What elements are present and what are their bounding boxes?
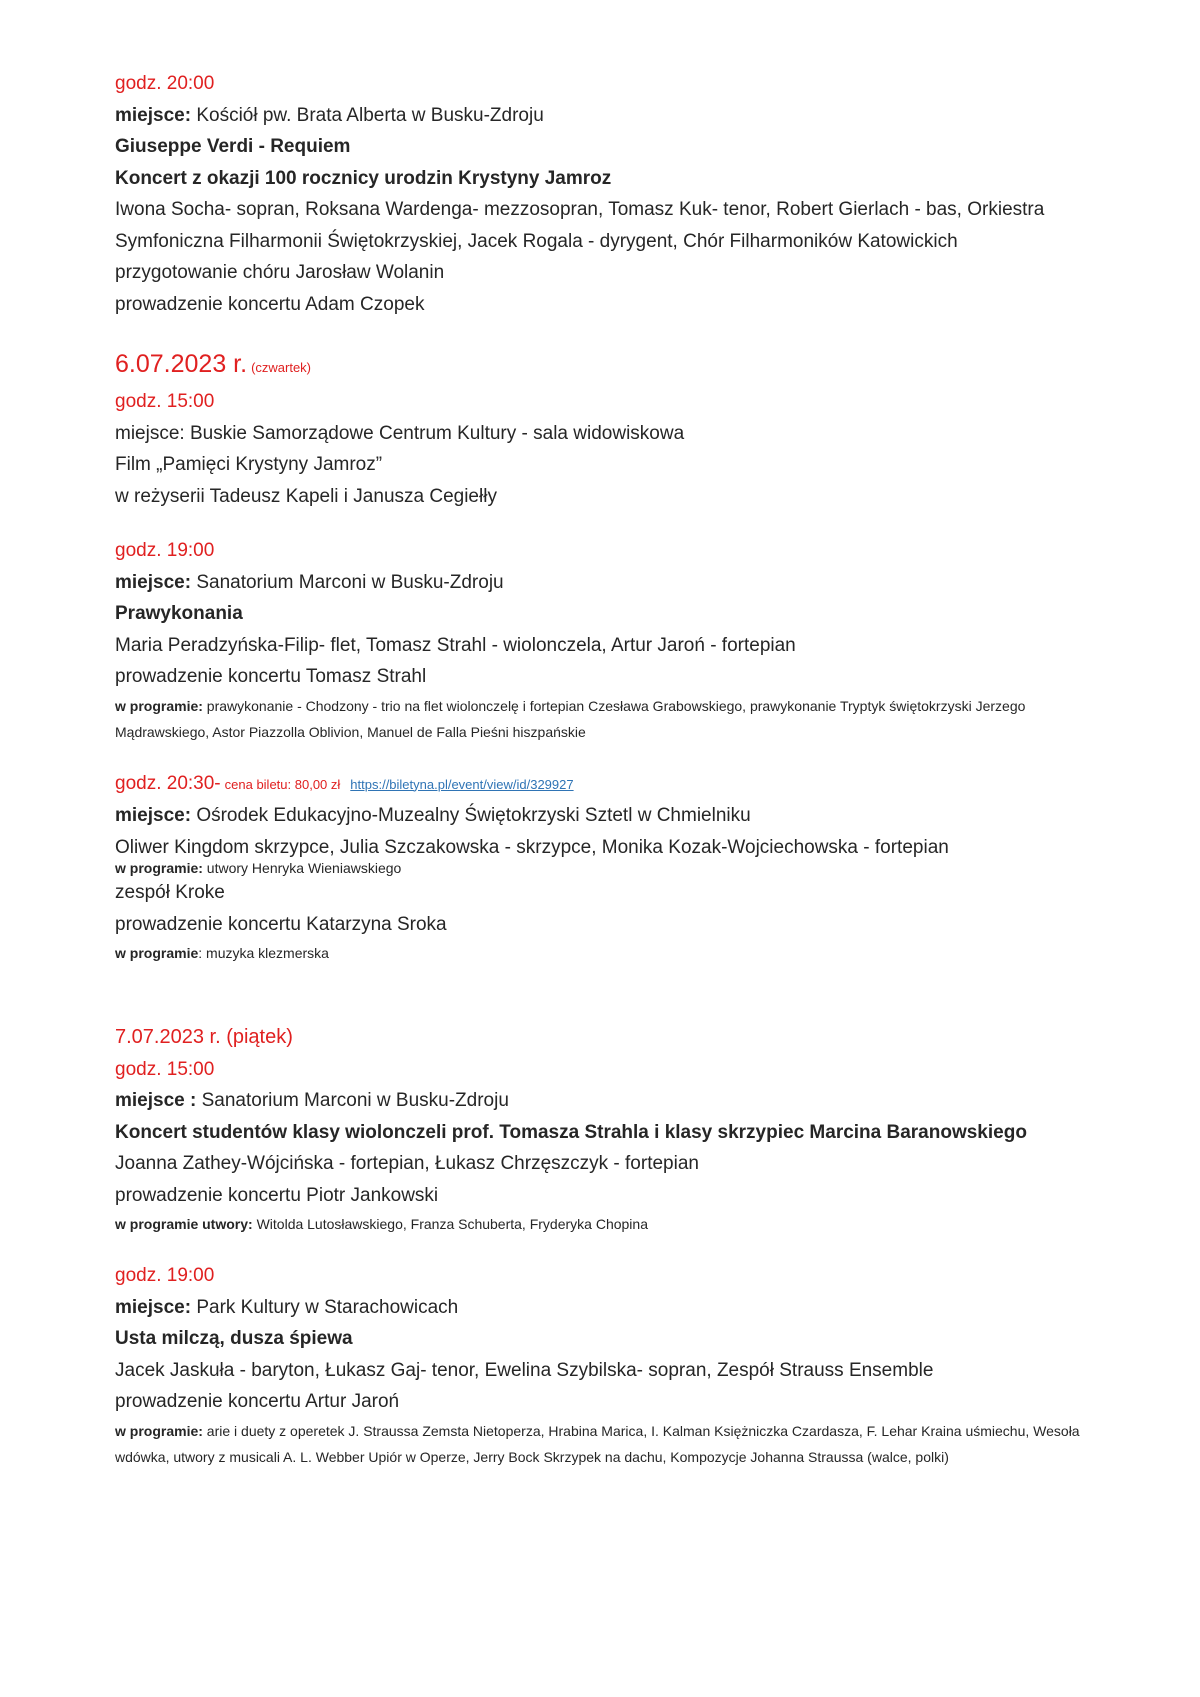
day-heading: 7.07.2023 r. (piątek) xyxy=(115,1026,293,1048)
place-value: Ośrodek Edukacyjno-Muzealny Świętokrzyski Sztetl w Chmielniku xyxy=(191,805,751,826)
event-time: godz. 19:00 xyxy=(115,1265,215,1286)
event-place xyxy=(115,100,1115,132)
place-value: Kościół pw. Brata Alberta w Busku-Zdroju xyxy=(191,104,544,126)
document-page xyxy=(115,68,1115,1470)
event-host: prowadzenie koncertu Katarzyna Sroka xyxy=(115,913,447,935)
event-subtitle: Koncert z okazji 100 rocznicy urodzin Krystyny Jamroz xyxy=(115,167,612,189)
day-weekday: (czwartek) xyxy=(251,360,312,375)
event-performers: Jacek Jaskuła - baryton, Łukasz Gaj- tenor, Ewelina Szybilska- sopran, Zespół Strauss Ensemble xyxy=(115,1359,934,1381)
place-label: miejsce: xyxy=(115,571,192,593)
event-place xyxy=(115,1085,1115,1117)
event-place xyxy=(115,567,1115,599)
event-choir: przygotowanie chóru Jarosław Wolanin xyxy=(115,262,445,283)
event-sztetl xyxy=(115,768,1115,967)
event-program xyxy=(115,693,1115,745)
event-host: prowadzenie koncertu Artur Jaroń xyxy=(115,1391,400,1412)
event-film xyxy=(115,386,1115,512)
program-label: w programie xyxy=(115,945,199,961)
day-date: 6.07.2023 r. xyxy=(115,350,248,378)
event-time: godz. 15:00 xyxy=(115,1058,215,1080)
program-label: w programie: xyxy=(115,1422,203,1439)
event-place: miejsce: Buskie Samorządowe Centrum Kultury - sala widowiskowa xyxy=(115,422,685,444)
event-program xyxy=(115,1211,1115,1237)
event-title: Film „Pamięci Krystyny Jamroz” xyxy=(115,454,383,475)
ticket-price: cena biletu: 80,00 zł xyxy=(224,776,341,792)
ticket-link[interactable]: https://biletyna.pl/event/view/id/329927 xyxy=(350,776,574,792)
event-title: Giuseppe Verdi - Requiem xyxy=(115,136,351,157)
event-verdi-requiem xyxy=(115,68,1115,320)
event-band: zespół Kroke xyxy=(115,882,225,903)
place-value: Sanatorium Marconi w Busku-Zdroju xyxy=(191,571,504,593)
event-students xyxy=(115,1054,1115,1238)
event-time: godz. 15:00 xyxy=(115,391,215,412)
day-heading xyxy=(115,346,1115,386)
place-label: miejsce: xyxy=(115,1296,192,1318)
event-title: Prawykonania xyxy=(115,603,243,624)
event-usta-milcza xyxy=(115,1260,1115,1470)
event-host: prowadzenie koncertu Tomasz Strahl xyxy=(115,666,427,687)
event-title: Koncert studentów klasy wiolonczeli prof. Tomasza Strahla i klasy skrzypiec Marcina Baranowskiego xyxy=(115,1121,1027,1143)
program-label: w programie: xyxy=(115,697,203,714)
program-label: w programie: xyxy=(115,860,203,876)
event-host: prowadzenie koncertu Adam Czopek xyxy=(115,293,425,315)
event-program xyxy=(115,940,1115,966)
event-place xyxy=(115,1292,1115,1324)
program-value: arie i duety z operetek J. Straussa Zemsta Nietoperza, Hrabina Marica, I. Kalman Księżniczka Czardasza, F. Lehar Kraina uśmiechu, Wesoła wdówka, utwory z musicali A. L. Webber Upiór w Operze, Jerry Bock Skrzypek na dachu, Kompozycje Johanna Straussa (walce, polki) xyxy=(115,1422,1080,1465)
event-performers: Maria Peradzyńska-Filip- flet, Tomasz Strahl - wiolonczela, Artur Jaroń - fortepian xyxy=(115,634,796,656)
place-label: miejsce : xyxy=(115,1090,197,1111)
place-label: miejsce: xyxy=(115,104,192,126)
event-host: prowadzenie koncertu Piotr Jankowski xyxy=(115,1184,439,1206)
event-time-line xyxy=(115,768,1115,801)
event-performers: Joanna Zathey-Wójcińska - fortepian, Łukasz Chrzęszczyk - fortepian xyxy=(115,1153,699,1174)
program-value: Witolda Lutosławskiego, Franza Schuberta, Fryderyka Chopina xyxy=(252,1216,648,1232)
event-time: godz. 20:00 xyxy=(115,73,215,94)
program-value: utwory Henryka Wieniawskiego xyxy=(202,860,402,876)
place-value: Park Kultury w Starachowicach xyxy=(191,1296,459,1318)
program-value: prawykonanie - Chodzony - trio na flet wiolonczelę i fortepian Czesława Grabowskiego, prawykonanie Tryptyk świętokrzyski Jerzego Mądrawskiego, Astor Piazzolla Oblivion, Manuel de Falla Pieśni hiszpańskie xyxy=(115,697,1026,740)
event-director: w reżyserii Tadeusz Kapeli i Janusza Cegiełły xyxy=(115,485,497,507)
event-title: Usta milczą, dusza śpiewa xyxy=(115,1328,353,1349)
place-value: Sanatorium Marconi w Busku-Zdroju xyxy=(196,1090,509,1111)
event-performers: Oliwer Kingdom skrzypce, Julia Szczakowska - skrzypce, Monika Kozak-Wojciechowska - fortepian xyxy=(115,836,949,858)
event-time: godz. 19:00 xyxy=(115,540,215,561)
place-label: miejsce: xyxy=(115,805,192,826)
event-place xyxy=(115,800,1115,832)
program-value: : muzyka klezmerska xyxy=(198,945,329,961)
program-label: w programie utwory: xyxy=(115,1216,253,1232)
event-prawykonania xyxy=(115,535,1115,745)
event-program xyxy=(115,1418,1115,1470)
event-performers: Iwona Socha- sopran, Roksana Wardenga- mezzosopran, Tomasz Kuk- tenor, Robert Gierlach - bas, Orkiestra Symfoniczna Filharmonii Świętokrzyskiej, Jacek Rogala - dyrygent, Chór Filharmoników Katowickich xyxy=(115,199,1045,252)
event-time: godz. 20:30- xyxy=(115,772,221,794)
